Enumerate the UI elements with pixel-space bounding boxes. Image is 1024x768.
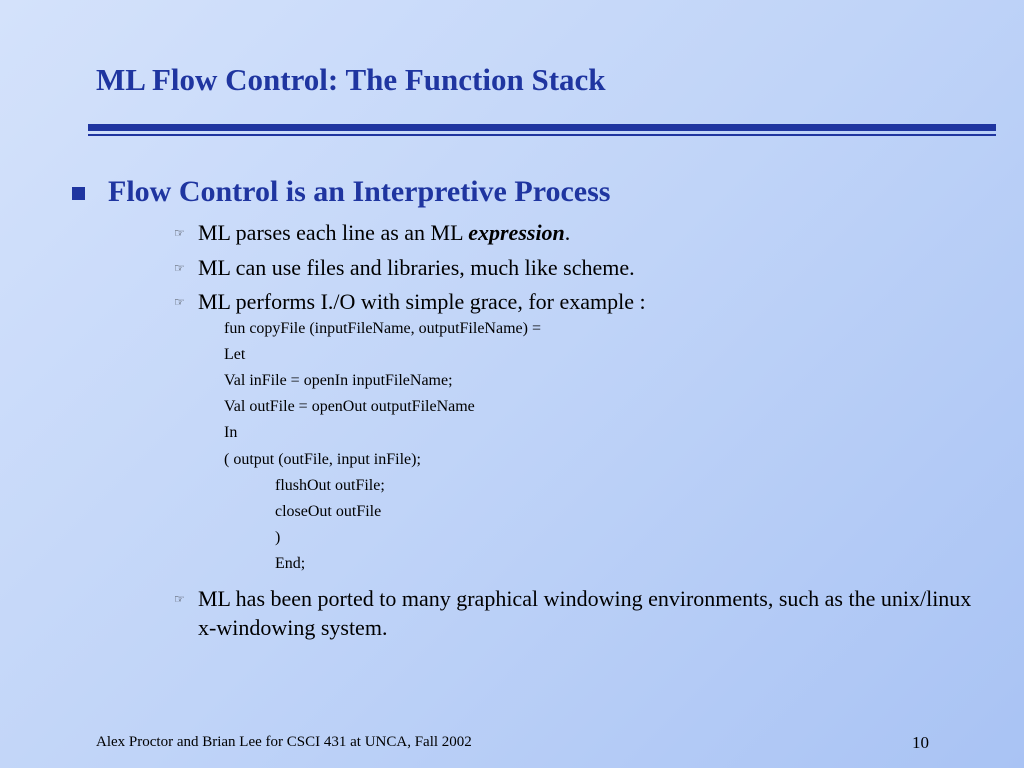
title-underline-thin: [88, 134, 996, 136]
subpoint-files: ML can use files and libraries, much like scheme.: [198, 255, 635, 280]
subpoint-expression-suffix: .: [564, 220, 571, 245]
slide-title: ML Flow Control: The Function Stack: [96, 62, 606, 97]
code-line: Let: [224, 346, 246, 363]
subpoint-windowing: ML has been ported to many graphical windowing environments, such as the unix/linux x-windowing system.: [198, 586, 972, 640]
title-underline-thick: [88, 124, 996, 131]
subpoint-io: ML performs I./O with simple grace, for example :: [198, 289, 646, 314]
code-line: Val inFile = openIn inputFileName;: [224, 372, 453, 389]
code-line: Val outFile = openOut outputFileName: [224, 398, 475, 415]
code-line: In: [224, 424, 238, 441]
code-line: fun copyFile (inputFileName, outputFileName) =: [224, 320, 541, 337]
pointing-hand-icon: ☞: [174, 261, 185, 275]
code-line: End;: [275, 555, 306, 572]
subpoint-expression-prefix: ML parses each line as an ML: [198, 220, 469, 245]
main-bullet-text: Flow Control is an Interpretive Process: [108, 175, 611, 208]
code-line: ( output (outFile, input inFile);: [224, 451, 421, 468]
square-bullet-icon: [72, 187, 85, 200]
pointing-hand-icon: ☞: [174, 295, 185, 309]
code-line: flushOut outFile;: [275, 477, 385, 494]
footer-credit: Alex Proctor and Brian Lee for CSCI 431 at UNCA, Fall 2002: [96, 734, 472, 750]
code-line: ): [275, 529, 281, 546]
subpoint-expression: [198, 218, 570, 247]
pointing-hand-icon: ☞: [174, 592, 185, 606]
code-line: closeOut outFile: [275, 503, 382, 520]
page-number: 10: [912, 733, 929, 752]
subpoint-expression-emphasis: expression: [468, 220, 565, 245]
pointing-hand-icon: ☞: [174, 226, 185, 240]
